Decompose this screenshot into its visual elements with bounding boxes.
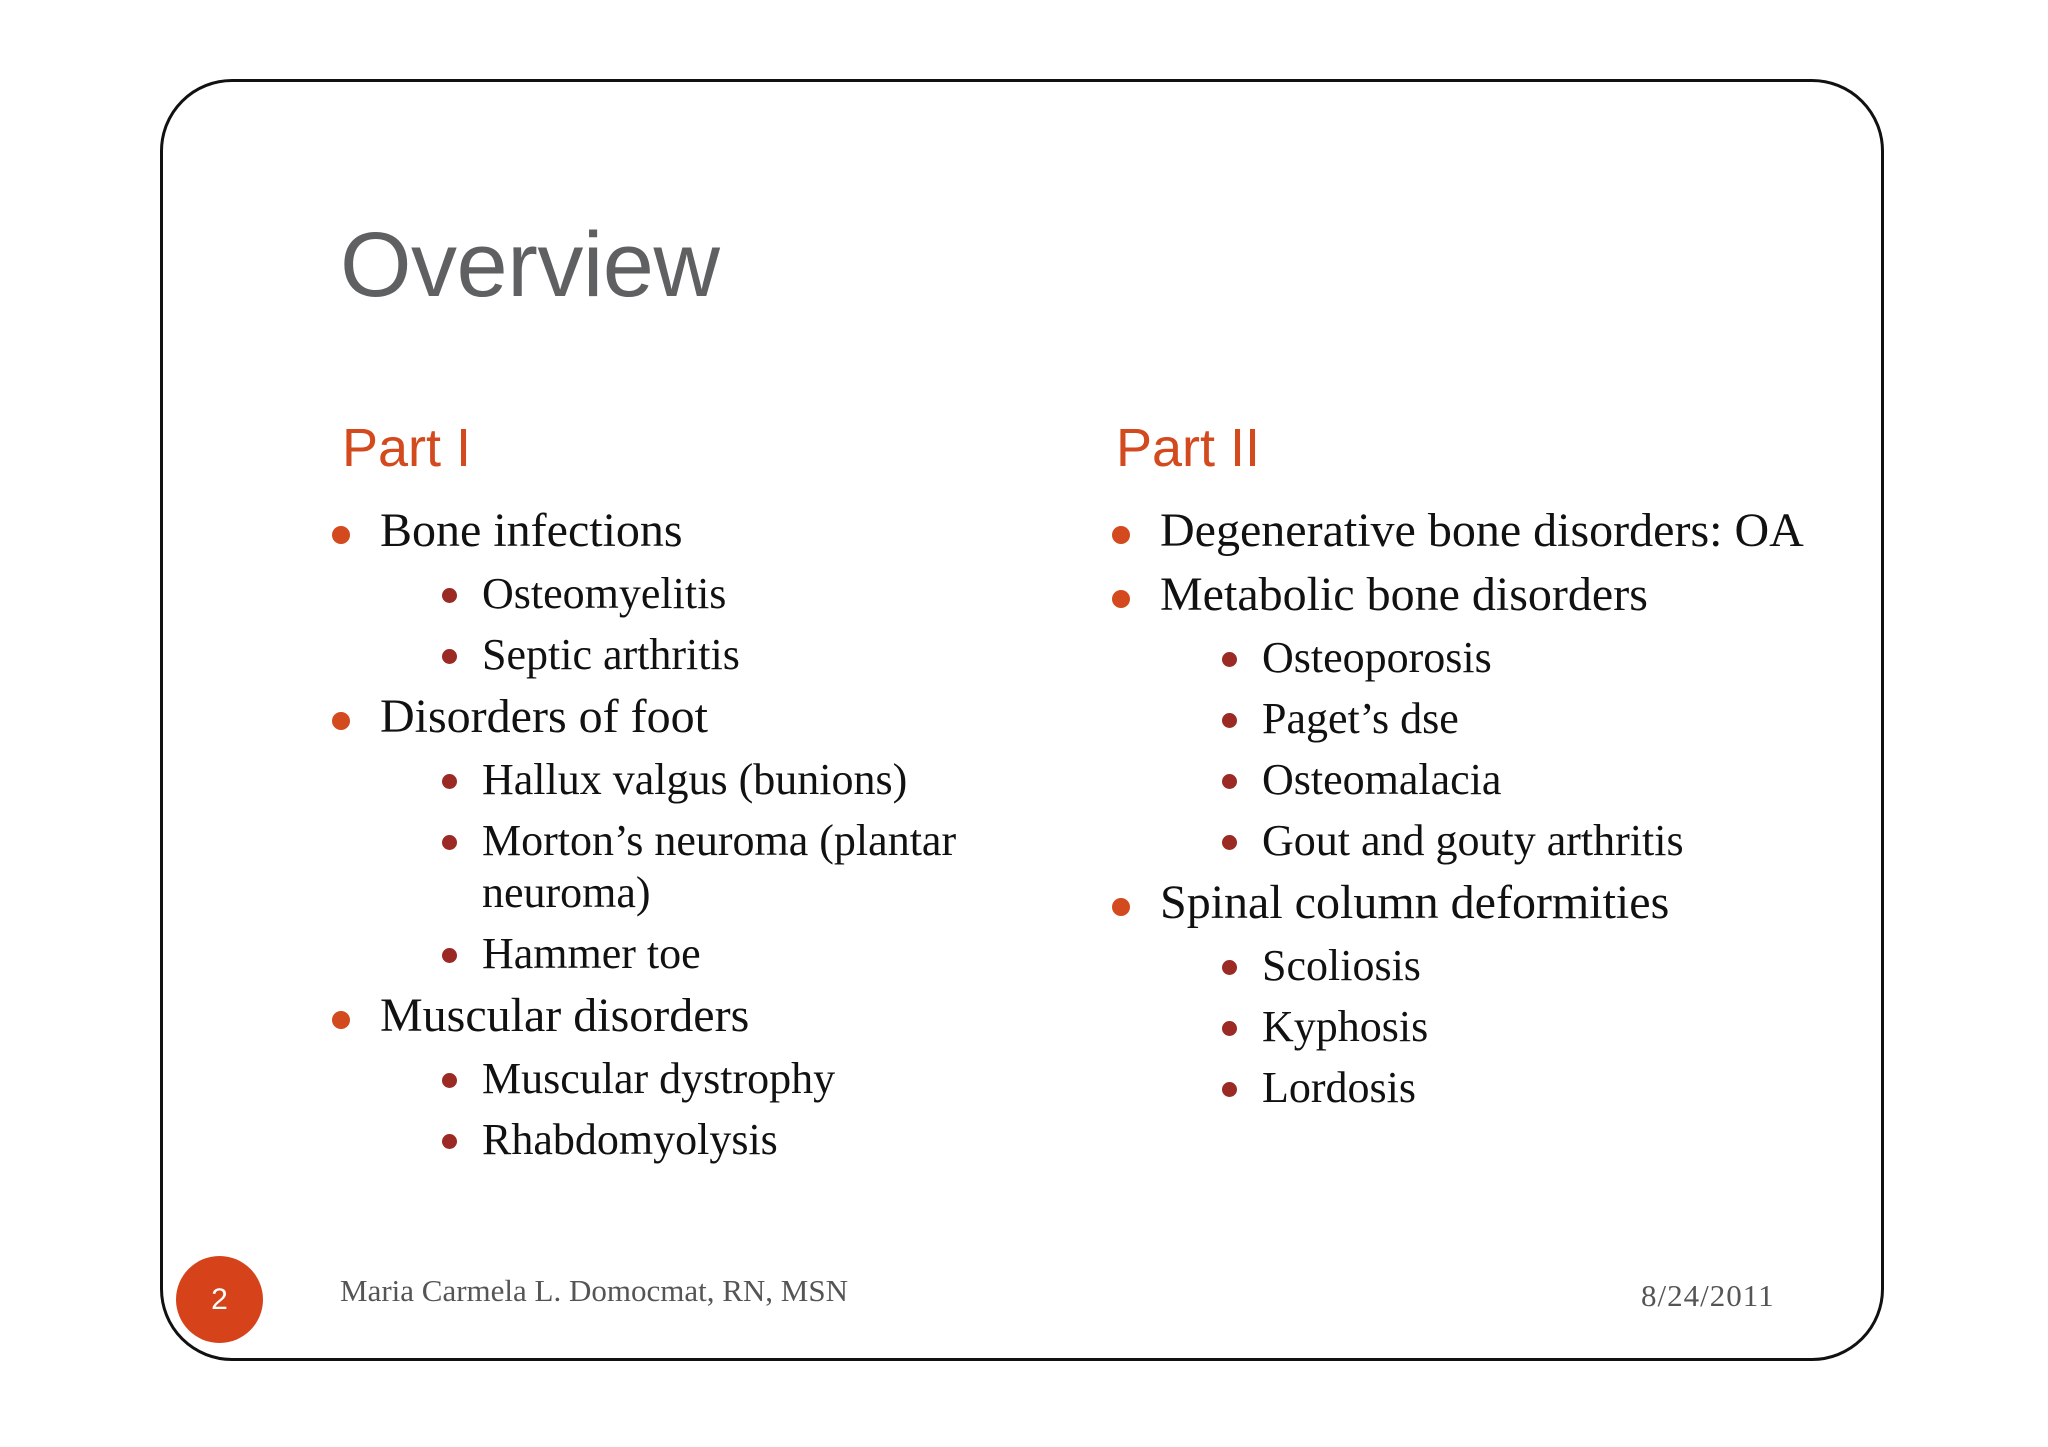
sub-list-item-label: Osteomyelitis (482, 569, 727, 618)
list-item-label: Spinal column deformities (1160, 876, 1670, 929)
list-item (330, 988, 1010, 1166)
part-1-column (330, 415, 1010, 1166)
part-1-heading: Part I (342, 418, 472, 478)
sub-list-item (1160, 754, 1810, 806)
bullet-icon (1112, 590, 1130, 608)
sub-bullet-icon (1222, 960, 1237, 975)
sub-list-item (1160, 1001, 1810, 1053)
list-item-label: Degenerative bone disorders: OA (1160, 504, 1804, 557)
sub-list-item-label: Morton’s neuroma (plantar neuroma) (482, 816, 957, 917)
sub-bullet-icon (442, 588, 457, 603)
sub-list-item-label: Gout and gouty arthritis (1262, 816, 1684, 865)
sub-list (1160, 940, 1810, 1114)
sub-bullet-icon (442, 649, 457, 664)
sub-list-item (380, 1053, 1010, 1105)
list-item-label: Disorders of foot (380, 690, 708, 743)
sub-bullet-icon (1222, 652, 1237, 667)
part-2-heading: Part II (1116, 418, 1261, 478)
sub-list-item (380, 815, 1010, 919)
sub-list-item (1160, 1062, 1810, 1114)
bullet-icon (332, 712, 350, 730)
sub-list-item (1160, 693, 1810, 745)
sub-bullet-icon (1222, 1021, 1237, 1036)
list-item-label: Muscular disorders (380, 989, 750, 1042)
slide-title: Overview (340, 214, 720, 316)
sub-list-item (1160, 632, 1810, 684)
sub-bullet-icon (442, 835, 457, 850)
list-item-label: Bone infections (380, 504, 683, 557)
sub-list-item-label: Hallux valgus (bunions) (482, 755, 908, 804)
sub-list-item-label: Paget’s dse (1262, 694, 1459, 743)
sub-bullet-icon (1222, 835, 1237, 850)
list-item (330, 689, 1010, 980)
sub-bullet-icon (1222, 1082, 1237, 1097)
sub-list (1160, 632, 1810, 867)
sub-bullet-icon (1222, 774, 1237, 789)
sub-list (380, 1053, 1010, 1166)
sub-bullet-icon (442, 774, 457, 789)
sub-list-item-label: Kyphosis (1262, 1002, 1429, 1051)
sub-bullet-icon (442, 1134, 457, 1149)
bullet-icon (332, 1011, 350, 1029)
bullet-icon (332, 526, 350, 544)
sub-list (380, 754, 1010, 980)
sub-list-item-label: Septic arthritis (482, 630, 740, 679)
list-item (1110, 567, 1810, 867)
sub-list-item-label: Osteomalacia (1262, 755, 1502, 804)
sub-list-item-label: Lordosis (1262, 1063, 1416, 1112)
part-2-column (1110, 415, 1810, 1114)
list-item (330, 503, 1010, 681)
bullet-icon (1112, 898, 1130, 916)
slide-number-badge: 2 (176, 1256, 263, 1343)
part-2-list (1110, 503, 1810, 1114)
sub-list-item-label: Scoliosis (1262, 941, 1421, 990)
part-1-list (330, 503, 1010, 1166)
sub-list-item (380, 629, 1010, 681)
footer-date: 8/24/2011 (1641, 1278, 1775, 1313)
bullet-icon (1112, 526, 1130, 544)
sub-list-item (380, 568, 1010, 620)
list-item-label: Metabolic bone disorders (1160, 568, 1648, 621)
sub-bullet-icon (1222, 713, 1237, 728)
sub-list-item-label: Hammer toe (482, 929, 701, 978)
footer-author: Maria Carmela L. Domocmat, RN, MSN (340, 1273, 848, 1308)
sub-list-item (380, 1114, 1010, 1166)
sub-list-item (380, 754, 1010, 806)
sub-bullet-icon (442, 1073, 457, 1088)
sub-list-item (1160, 815, 1810, 867)
list-item (1110, 503, 1810, 559)
sub-list-item-label: Rhabdomyolysis (482, 1115, 778, 1164)
sub-bullet-icon (442, 948, 457, 963)
sub-list-item (1160, 940, 1810, 992)
list-item (1110, 875, 1810, 1114)
sub-list-item (380, 928, 1010, 980)
sub-list-item-label: Muscular dystrophy (482, 1054, 836, 1103)
sub-list-item-label: Osteoporosis (1262, 633, 1492, 682)
sub-list (380, 568, 1010, 681)
